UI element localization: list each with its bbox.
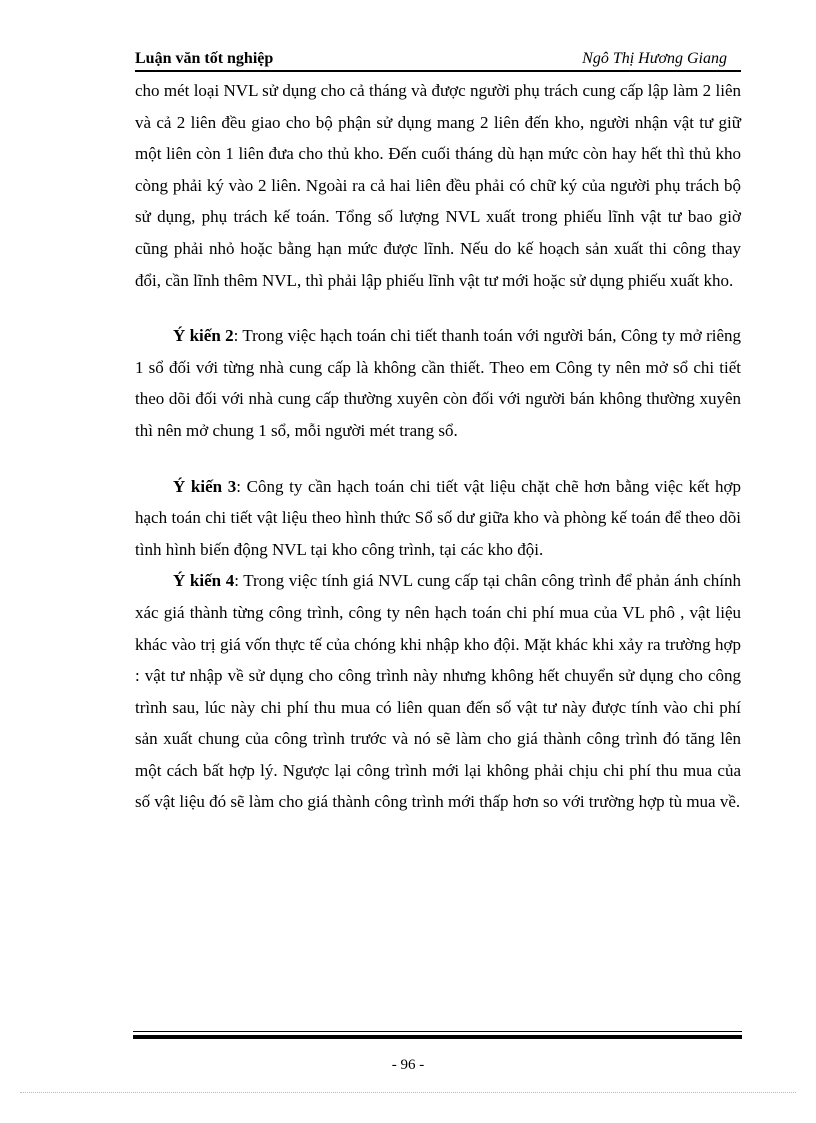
header-title: Luận văn tốt nghiệp <box>135 50 274 67</box>
paragraph-text: : Công ty cần hạch toán chi tiết vật liệu chặt chẽ hơn bằng việc kết hợp hạch toán chi tiết vật liệu theo hình thức Sổ số dư giữa kho và phòng kế toán để theo dõi tình hình biến động NVL tại kho công trình, tại các kho đội. <box>135 476 741 559</box>
paragraph-4 <box>135 565 741 818</box>
footer-divider-thin <box>133 1031 742 1032</box>
paragraph-text: : Trong việc hạch toán chi tiết thanh toán với người bán, Công ty mở riêng 1 sổ đối với từng nhà cung cấp là không cần thiết. Theo em Công ty nên mở sổ chi tiết theo dõi đối với nhà cung cấp thường xuyên còn đối với người bán không thường xuyên thì nên mở chung 1 sổ, mỗi người mét trang sổ. <box>135 326 741 440</box>
document-body <box>135 75 741 818</box>
header-author: Ngô Thị Hương Giang <box>582 50 727 67</box>
paragraph-2 <box>135 320 741 446</box>
paragraph-lead: Ý kiến 3 <box>173 476 237 496</box>
page-header <box>135 50 741 70</box>
paragraph-lead: Ý kiến 2 <box>173 326 234 346</box>
paragraph-3 <box>135 471 741 566</box>
page-bottom-border <box>20 1092 796 1093</box>
paragraph-lead: Ý kiến 4 <box>173 571 235 591</box>
paragraph-1 <box>135 75 741 296</box>
page-number: - 96 - <box>391 1057 425 1073</box>
paragraph-text: : Trong việc tính giá NVL cung cấp tại chân công trình để phản ánh chính xác giá thành từng công trình, công ty nên hạch toán chi phí mua của VL phô , vật liệu khác vào trị giá vốn thực tế của chóng khi nhập kho đội. Mặt khác khi xảy ra trường hợp : vật tư nhập về sử dụng cho công trình này nhưng không hết chuyển sử dụng cho công trình sau, lúc này chi phí thu mua có liên quan đến số vật tư này được tính vào chi phí sản xuất chung của công trình trước và nó sẽ làm cho giá thành công trình đó tăng lên một cách bất hợp lý. Ngược lại công trình mới lại không phải chịu chi phí thu mua của số vật liệu đó sẽ làm cho giá thành công trình mới thấp hơn so với trường hợp tù mua về. <box>135 571 741 812</box>
footer-divider-thick <box>133 1035 742 1039</box>
header-divider <box>135 70 741 72</box>
paragraph-text: cho mét loại NVL sử dụng cho cả tháng và được người phụ trách cung cấp lập làm 2 liên và cả 2 liên đều giao cho bộ phận sử dụng mang 2 liên đến kho, người nhận vật tư giữ một liên còn 1 liên đưa cho thủ kho. Đến cuối tháng dù hạn mức còn hay hết thì thủ kho còng phải ký vào 2 liên. Ngoài ra cả hai liên đều phải có chữ ký của người phụ trách bộ sử dụng, phụ trách kế toán. Tổng số lượng NVL xuất trong phiếu lĩnh vật tư bao giờ cũng phải nhỏ hoặc bằng hạn mức được lĩnh. Nếu do kế hoạch sản xuất thi công thay đổi, cần lĩnh thêm NVL, thì phải lập phiếu lĩnh vật tư mới hoặc sử dụng phiếu xuất kho. <box>135 81 741 290</box>
